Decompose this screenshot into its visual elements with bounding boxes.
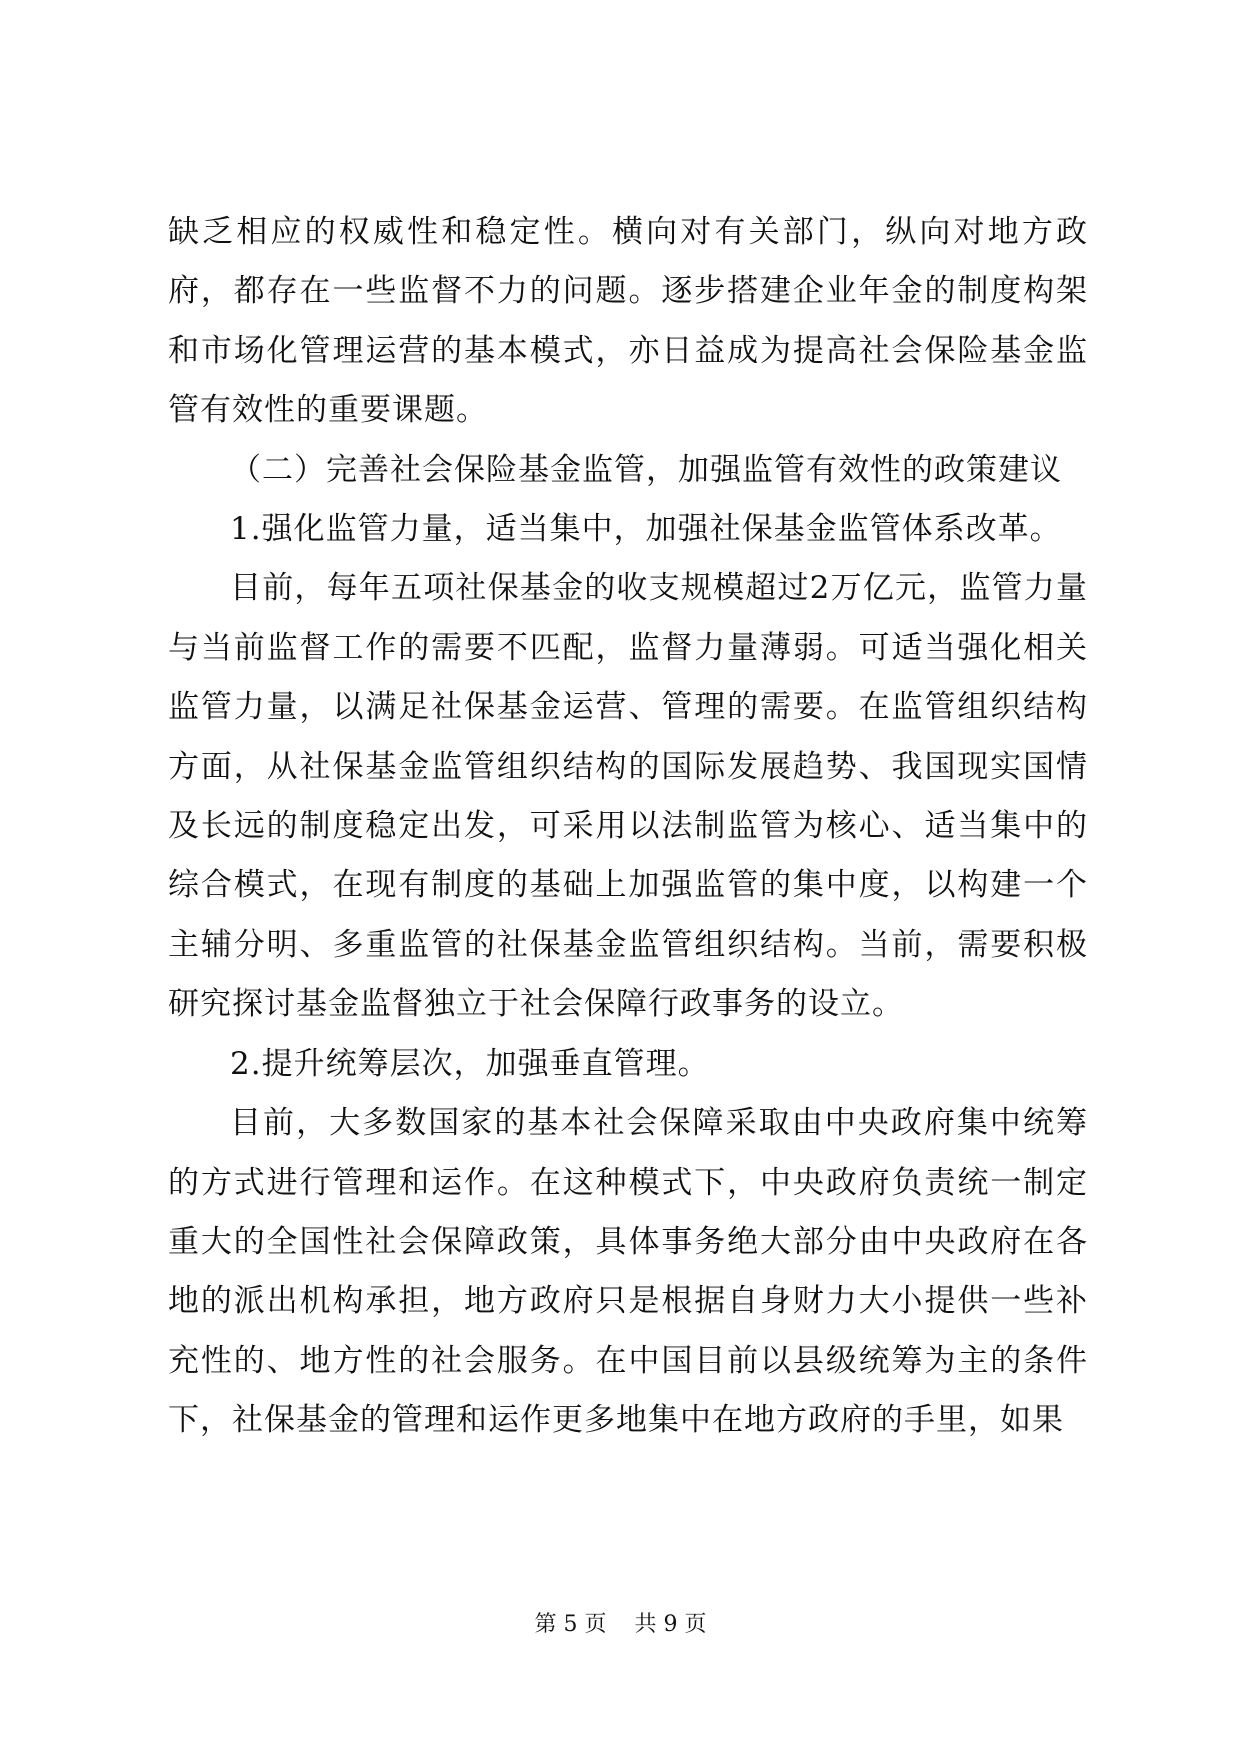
subheading-2: 2.提升统筹层次，加强垂直管理。 (230, 1045, 710, 1082)
paragraph-1: 缺乏相应的权威性和稳定性。横向对有关部门，纵向对地方政府，都存在一些监督不力的问题。逐步搭建企业年金的制度构架和市场化管理运营的基本模式，亦日益成为提高社会保险基金监管有效性的重要课题。 (168, 214, 1088, 429)
document-body (168, 203, 1088, 1451)
paragraph-3: 目前，大多数国家的基本社会保障采取由中央政府集中统筹的方式进行管理和运作。在这种模式下，中央政府负责统一制定重大的全国性社会保障政策，具体事务绝大部分由中央政府在各地的派出机构承担，地方政府只是根据自身财力大小提供一些补充性的、地方性的社会服务。在中国目前以县级统筹为主的条件下，社保基金的管理和运作更多地集中在地方政府的手里，如果 (168, 1105, 1088, 1439)
section-heading: （二）完善社会保险基金监管，加强监管有效性的政策建议 (230, 451, 1062, 488)
page-number: 第 5 页 (534, 1612, 607, 1637)
total-pages: 共 9 页 (634, 1612, 707, 1637)
subheading-1: 1.强化监管力量，适当集中，加强社保基金监管体系改革。 (230, 511, 1062, 548)
page-footer (0, 1610, 1241, 1640)
paragraph-2: 目前，每年五项社保基金的收支规模超过2万亿元，监管力量与当前监督工作的需要不匹配，监督力量薄弱。可适当强化相关监管力量，以满足社保基金运营、管理的需要。在监管组织结构方面，从社保基金监管组织结构的国际发展趋势、我国现实国情及长远的制度稳定出发，可采用以法制监管为核心、适当集中的综合模式，在现有制度的基础上加强监管的集中度，以构建一个主辅分明、多重监管的社保基金监管组织结构。当前，需要积极研究探讨基金监督独立于社会保障行政事务的设立。 (168, 570, 1088, 1023)
